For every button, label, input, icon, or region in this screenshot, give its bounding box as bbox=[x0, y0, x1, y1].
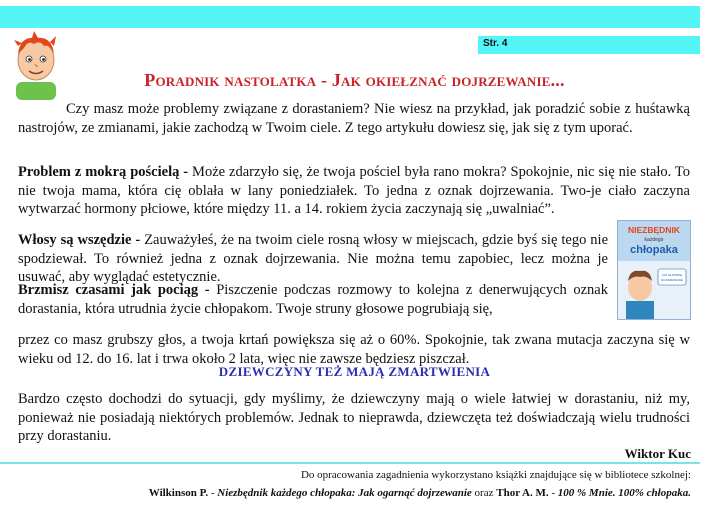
book-title-line3: chłopaka bbox=[630, 244, 678, 256]
section-voice bbox=[18, 281, 608, 318]
book-title-line1: NIEZBĘDNIK bbox=[628, 225, 680, 235]
section-wet-sheets bbox=[18, 163, 690, 219]
footer-references bbox=[149, 487, 691, 499]
ref2-separator: - bbox=[548, 487, 558, 499]
footer-source-note: Do opracowania zagadnienia wykorzystano książki znajdujące się w bibliotece szkolnej: bbox=[300, 469, 691, 481]
svg-text:DOJRZEWANIE: DOJRZEWANIE bbox=[661, 278, 683, 282]
ref1-author: Wilkinson P. bbox=[148, 487, 209, 499]
section-text: Może zdarzyło się, że twoja pościel była rano mokra? Spokojnie, nic się nie stało. To nie twoja mama, która cię oblała w lany poniedziałek. To jedna z oznak dojrzewania. Two-je ciało zaczyna wytwarzać hormony płciowe, które między 11. a 14. rokiem życia zaczynają się „uwalniać”. bbox=[18, 164, 691, 217]
book-cover-image bbox=[617, 220, 691, 320]
article-title: Poradnik nastolatka - Jak okiełznać dojrzewanie... bbox=[144, 70, 565, 90]
ref-join: oraz bbox=[471, 487, 497, 499]
intro-paragraph: Czy masz może problemy związane z dorastaniem? Nie wiesz na przykład, jak poradzić sobie z huśtawką nastrojów, ze zmianami, jakie zachodzą w Twoim ciele. Z tego artykułu dowiesz się, jak się z tym uporać. bbox=[18, 101, 690, 136]
author-signature: Wiktor Kuc bbox=[624, 446, 691, 461]
section-hair bbox=[18, 231, 608, 287]
ref2-author: Thor A. M. bbox=[496, 487, 549, 499]
ref1-separator: - bbox=[208, 487, 218, 499]
section-voice-continued: przez co masz grubszy głos, a twoja krtań powiększa się aż o 60%. Spokojnie, tak zwana mutacja zaczyna się w wieku od 12. do 16. lat i trwa około 2 lata, więc nie zawsze będziesz piszczał. bbox=[18, 332, 690, 367]
section-text: Zauważyłeś, że na twoim ciele rosną włosy w miejscach, gdzie byś się tego nie spodziewał. To również jedna z oznak dojrzewania. Nie można temu zapobiec, lecz można je usuwać, aby wyglądać estetycznie. bbox=[18, 232, 609, 285]
closing-paragraph: Bardzo często dochodzi do sytuacji, gdy myślimy, że dziewczyny mają o wiele łatwiej w dorastaniu, niż my, ponieważ nie posiadają niektórych problemów. Jednak to nieprawda, dziewczęta też doświadczają wielu trudności przy dorastaniu. bbox=[18, 391, 690, 444]
ref1-title: Niezbędnik każdego chłopaka: Jak ogarnąć dojrzewanie bbox=[217, 487, 472, 499]
page-number-band bbox=[478, 36, 700, 54]
section-heading: Brzmisz czasami jak pociąg - bbox=[18, 282, 210, 298]
book-title-line2: każdego bbox=[644, 237, 664, 243]
section-subtitle: DZIEWCZYNY TEŻ MAJĄ ZMARTWIENIA bbox=[218, 364, 491, 379]
section-text: Piszczenie podczas rozmowy to kolejna z denerwujących oznak dorastania, która utrudnia życie chłopakom. Twoje struny głosowe pogrubiają się, bbox=[18, 282, 608, 317]
page-number: Str. 4 bbox=[483, 38, 508, 49]
section-heading: Włosy są wszędzie - bbox=[18, 232, 141, 248]
ref2-title: 100 % Mnie. 100% chłopaka. bbox=[557, 487, 691, 499]
svg-text:100 GŁOWNIE: 100 GŁOWNIE bbox=[661, 273, 683, 277]
footer-divider bbox=[0, 462, 700, 464]
section-heading: Problem z mokrą pościelą - bbox=[18, 164, 189, 180]
top-color-bar bbox=[0, 6, 700, 28]
